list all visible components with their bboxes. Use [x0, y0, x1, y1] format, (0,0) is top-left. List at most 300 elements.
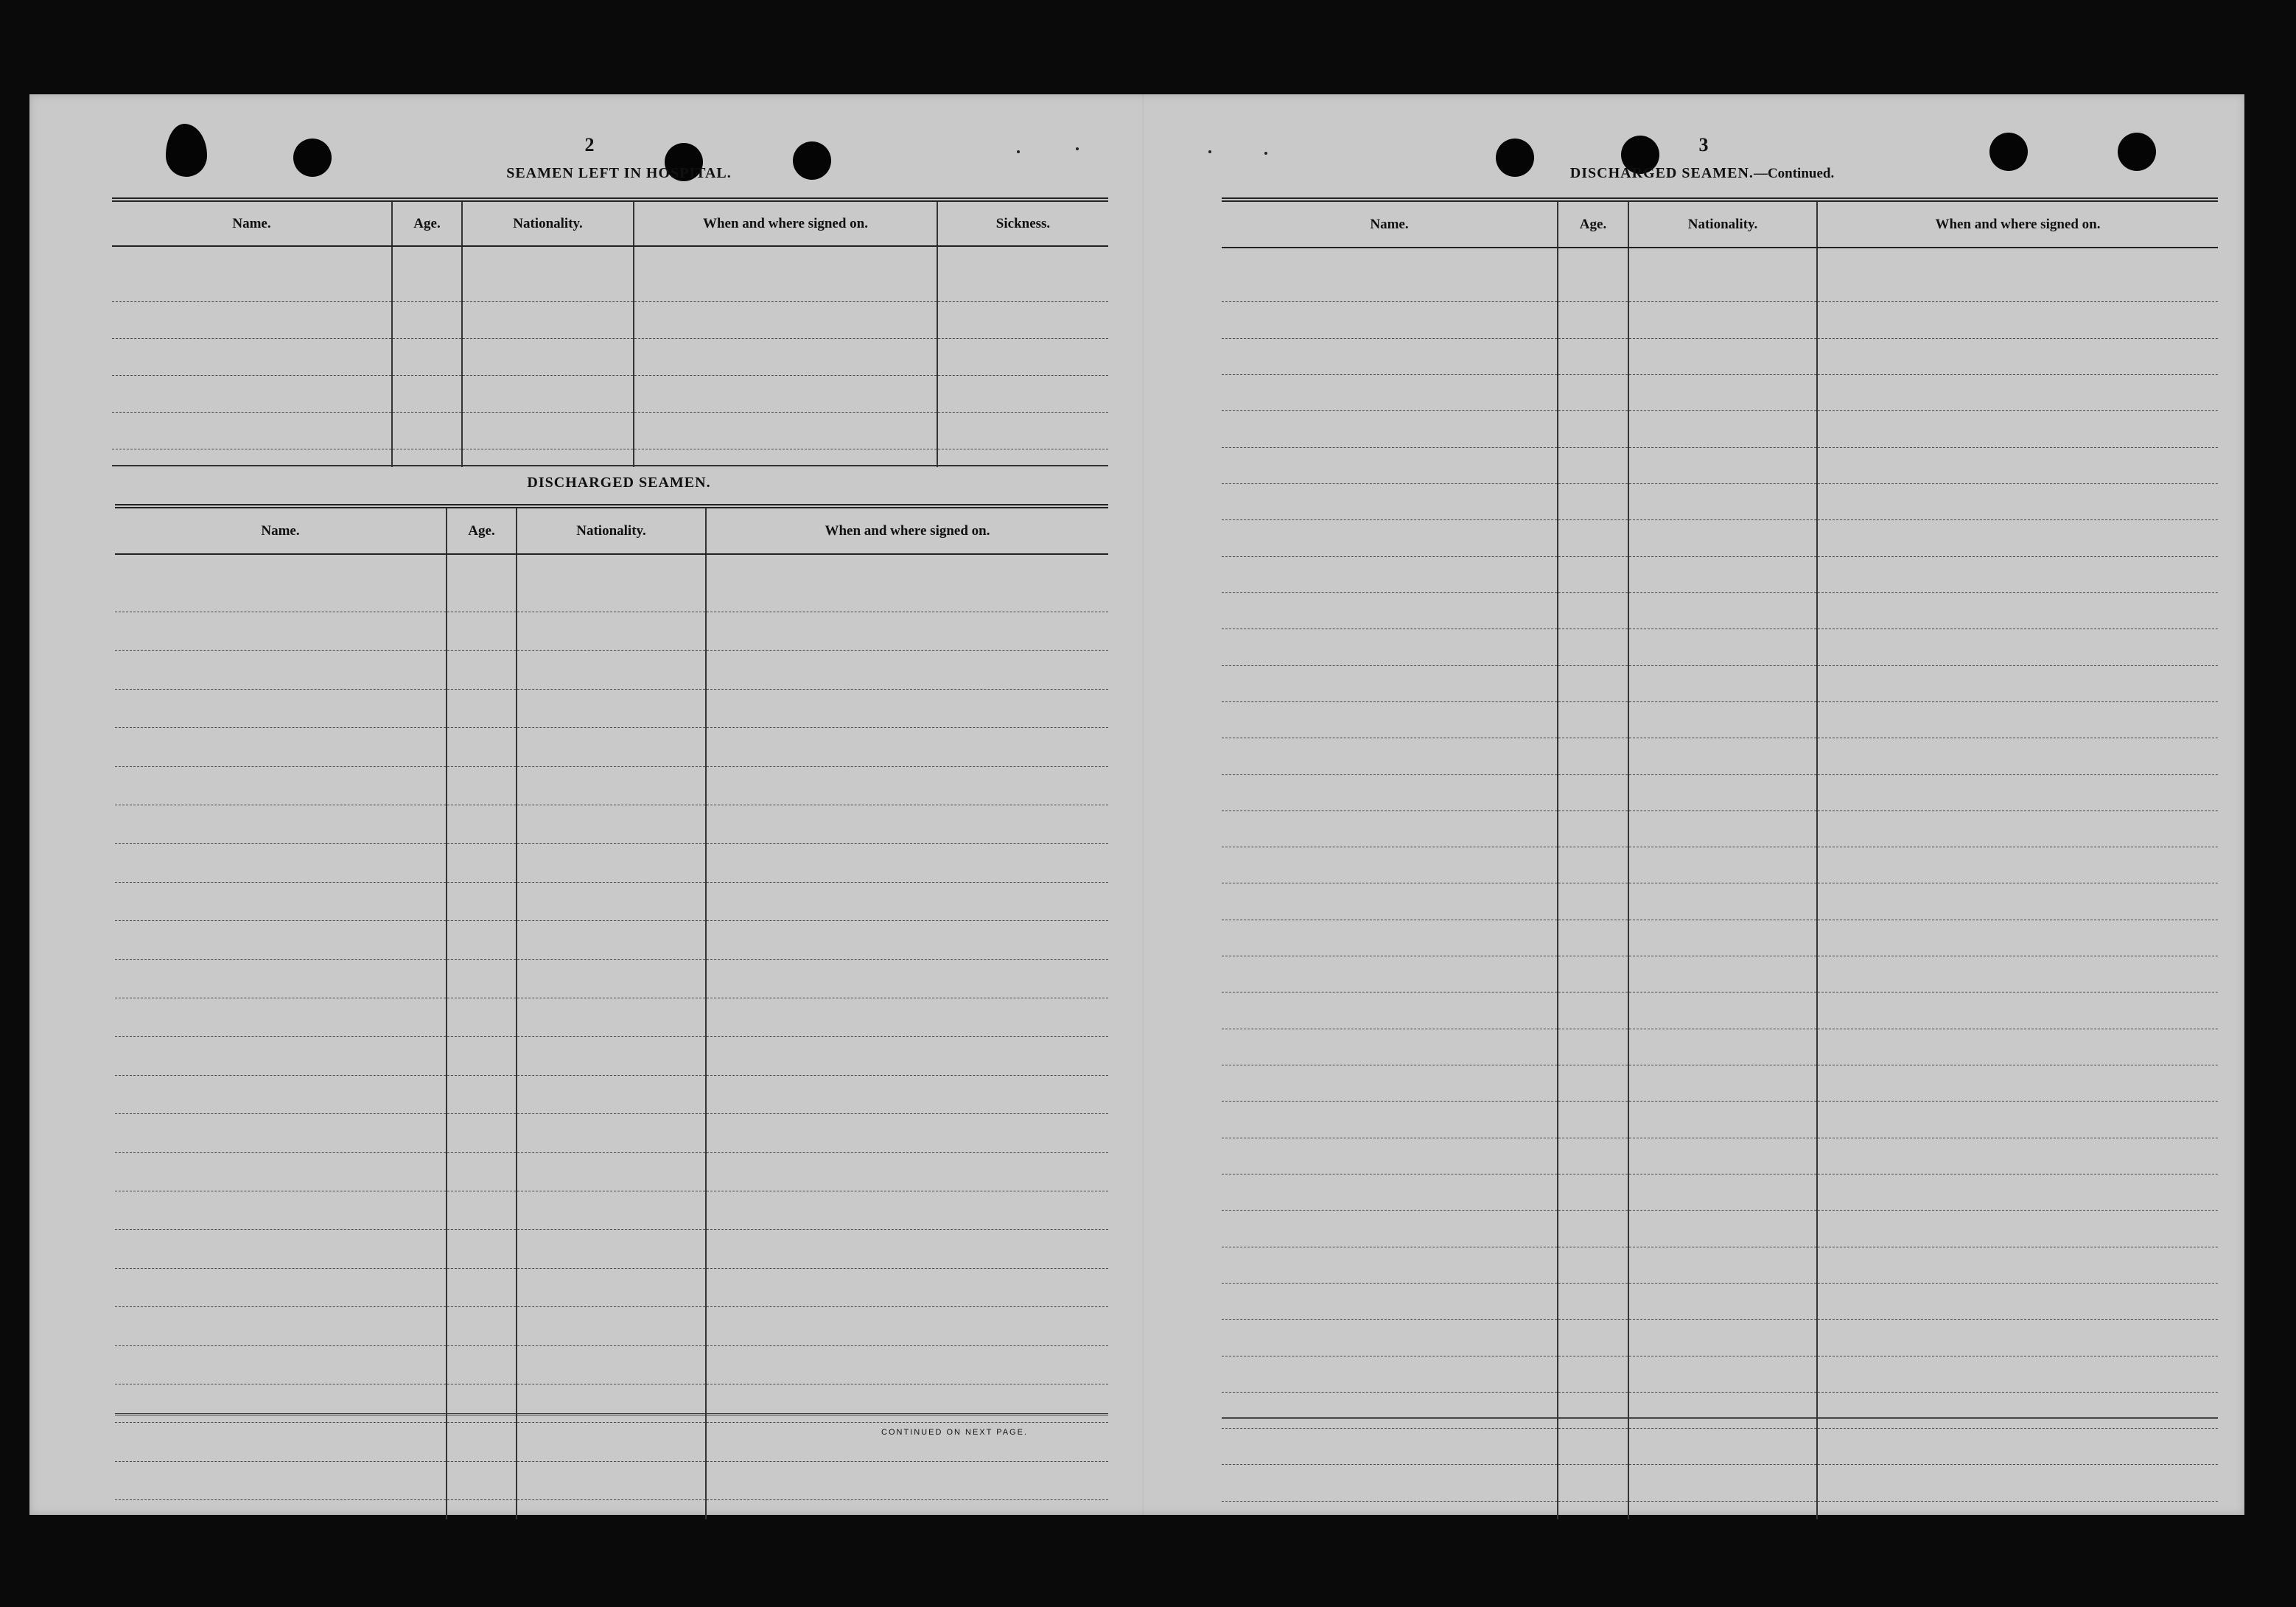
- blank-cell: [1222, 484, 1558, 520]
- blank-cell: [706, 1230, 1108, 1268]
- blank-cell: [1628, 556, 1817, 592]
- blank-cell: [517, 1075, 706, 1113]
- blank-cell: [1817, 1320, 2218, 1356]
- blank-cell: [112, 338, 392, 375]
- blank-cell: [115, 1114, 447, 1152]
- blank-cell: [1222, 1283, 1558, 1319]
- blank-cell: [706, 612, 1108, 651]
- blank-cell: [1628, 248, 1817, 302]
- table-row: [112, 412, 1108, 449]
- blank-cell: [1222, 1247, 1558, 1283]
- blank-cell: [1817, 302, 2218, 338]
- blank-cell: [1222, 1501, 1558, 1519]
- table-row: [1222, 248, 2218, 302]
- table-row: [1222, 774, 2218, 810]
- blank-cell: [706, 998, 1108, 1037]
- blank-cell: [1222, 1392, 1558, 1428]
- blank-cell: [706, 1114, 1108, 1152]
- blank-cell: [1222, 992, 1558, 1029]
- blank-cell: [634, 338, 937, 375]
- blank-cell: [1222, 665, 1558, 701]
- blank-cell: [115, 612, 447, 651]
- hospital-table: [112, 197, 1108, 467]
- table-row: [1222, 629, 2218, 665]
- col-header-signed-on: When and where signed on.: [706, 508, 1108, 554]
- blank-cell: [517, 554, 706, 612]
- table-row: [1222, 847, 2218, 883]
- blank-cell: [1222, 248, 1558, 302]
- blank-cell: [706, 689, 1108, 727]
- blank-cell: [1558, 1356, 1628, 1392]
- blank-cell: [517, 1423, 706, 1461]
- blank-cell: [115, 805, 447, 844]
- table-row: [1222, 956, 2218, 992]
- blank-cell: [1558, 1029, 1628, 1065]
- blank-cell: [634, 412, 937, 449]
- blank-cell: [1558, 1138, 1628, 1174]
- blank-cell: [1558, 1065, 1628, 1102]
- blank-cell: [1817, 1138, 2218, 1174]
- blank-cell: [447, 1230, 517, 1268]
- blank-cell: [1628, 1392, 1817, 1428]
- table-row: [1222, 484, 2218, 520]
- blank-cell: [1222, 1356, 1558, 1392]
- table-row: [1222, 810, 2218, 847]
- blank-cell: [447, 1500, 517, 1519]
- blank-cell: [447, 1384, 517, 1422]
- blank-cell: [706, 882, 1108, 920]
- table-row: [1222, 1065, 2218, 1102]
- blank-cell: [447, 766, 517, 805]
- blank-cell: [462, 338, 634, 375]
- blank-cell: [706, 921, 1108, 959]
- blank-cell: [1817, 592, 2218, 629]
- table-row: [115, 651, 1108, 689]
- col-header-age: Age.: [447, 508, 517, 554]
- blank-cell: [1817, 992, 2218, 1029]
- blank-cell: [1817, 1465, 2218, 1501]
- blank-cell: [115, 1500, 447, 1519]
- blank-cell: [115, 728, 447, 766]
- blank-cell: [517, 728, 706, 766]
- blank-cell: [706, 1307, 1108, 1345]
- blank-cell: [1628, 592, 1817, 629]
- blank-cell: [706, 1037, 1108, 1075]
- discharged-table-bottom-rule: [115, 1413, 1108, 1415]
- blank-cell: [462, 246, 634, 301]
- blank-cell: [1628, 411, 1817, 447]
- table-row: [115, 612, 1108, 651]
- blank-cell: [706, 1345, 1108, 1384]
- blank-cell: [1222, 447, 1558, 483]
- blank-cell: [1817, 1283, 2218, 1319]
- blank-cell: [1222, 338, 1558, 374]
- table-row: [115, 1461, 1108, 1499]
- blank-cell: [115, 882, 447, 920]
- blank-cell: [1817, 1356, 2218, 1392]
- blank-cell: [937, 301, 1108, 338]
- col-header-nationality: Nationality.: [462, 202, 634, 246]
- punch-hole: [793, 141, 831, 180]
- blank-cell: [462, 412, 634, 449]
- blank-cell: [115, 1230, 447, 1268]
- blank-cell: [447, 1307, 517, 1345]
- blank-cell: [1558, 920, 1628, 956]
- blank-cell: [1628, 738, 1817, 774]
- blank-cell: [517, 1230, 706, 1268]
- blank-cell: [115, 959, 447, 998]
- blank-cell: [1628, 1429, 1817, 1465]
- col-header-signed-on: When and where signed on.: [1817, 202, 2218, 248]
- blank-cell: [1222, 1138, 1558, 1174]
- blank-cell: [1222, 920, 1558, 956]
- blank-cell: [1222, 411, 1558, 447]
- blank-cell: [1628, 665, 1817, 701]
- table-row: [1222, 592, 2218, 629]
- page-fold: [1142, 94, 1144, 1515]
- col-header-name: Name.: [115, 508, 447, 554]
- blank-cell: [517, 612, 706, 651]
- table-row: [112, 375, 1108, 412]
- blank-cell: [517, 998, 706, 1037]
- blank-cell: [517, 1191, 706, 1229]
- blank-cell: [1628, 302, 1817, 338]
- discharged-section-title: DISCHARGED SEAMEN.: [527, 475, 711, 491]
- col-header-age: Age.: [1558, 202, 1628, 248]
- table-row: [1222, 338, 2218, 374]
- blank-cell: [634, 301, 937, 338]
- blank-cell: [1558, 738, 1628, 774]
- blank-cell: [115, 844, 447, 882]
- blank-cell: [1628, 774, 1817, 810]
- blank-cell: [706, 1384, 1108, 1422]
- blank-cell: [447, 882, 517, 920]
- speck: [1208, 150, 1211, 153]
- blank-cell: [1558, 302, 1628, 338]
- blank-cell: [447, 844, 517, 882]
- table-row: [115, 689, 1108, 727]
- blank-cell: [517, 882, 706, 920]
- hospital-section-title: SEAMEN LEFT IN HOSPITAL.: [506, 165, 732, 181]
- blank-cell: [1558, 447, 1628, 483]
- blank-cell: [1628, 1247, 1817, 1283]
- blank-cell: [1558, 592, 1628, 629]
- blank-cell: [1628, 1356, 1817, 1392]
- col-header-signed-on: When and where signed on.: [634, 202, 937, 246]
- table-row: [1222, 1138, 2218, 1174]
- continued-note: CONTINUED ON NEXT PAGE.: [881, 1428, 1029, 1437]
- blank-cell: [1222, 1429, 1558, 1465]
- blank-cell: [1222, 302, 1558, 338]
- blank-cell: [115, 921, 447, 959]
- blank-cell: [447, 1075, 517, 1113]
- blank-cell: [392, 246, 462, 301]
- blank-cell: [1817, 338, 2218, 374]
- blank-cell: [447, 554, 517, 612]
- blank-cell: [1558, 992, 1628, 1029]
- blank-cell: [112, 375, 392, 412]
- blank-cell: [1817, 1247, 2218, 1283]
- blank-cell: [517, 1345, 706, 1384]
- table-row: [115, 1345, 1108, 1384]
- table-row: [115, 1152, 1108, 1191]
- blank-cell: [1558, 847, 1628, 883]
- blank-cell: [392, 301, 462, 338]
- blank-cell: [1222, 556, 1558, 592]
- blank-cell: [1558, 1283, 1628, 1319]
- blank-cell: [1628, 810, 1817, 847]
- blank-cell: [1628, 629, 1817, 665]
- blank-cell: [1628, 1138, 1817, 1174]
- blank-cell: [1817, 248, 2218, 302]
- blank-cell: [1558, 375, 1628, 411]
- blank-cell: [1558, 1247, 1628, 1283]
- blank-cell: [1222, 1211, 1558, 1247]
- blank-cell: [115, 554, 447, 612]
- blank-cell: [1817, 629, 2218, 665]
- blank-cell: [115, 651, 447, 689]
- table-row: [1222, 1247, 2218, 1283]
- blank-cell: [1222, 1174, 1558, 1210]
- blank-cell: [706, 1461, 1108, 1499]
- blank-cell: [462, 375, 634, 412]
- blank-cell: [1222, 520, 1558, 556]
- blank-cell: [1558, 701, 1628, 738]
- blank-cell: [447, 1152, 517, 1191]
- blank-cell: [1222, 847, 1558, 883]
- blank-cell: [1558, 1392, 1628, 1428]
- blank-cell: [1628, 484, 1817, 520]
- table-row: [112, 246, 1108, 301]
- page-number-right: 3: [1698, 134, 1709, 155]
- blank-cell: [1558, 248, 1628, 302]
- blank-cell: [1817, 920, 2218, 956]
- table-row: [115, 921, 1108, 959]
- blank-cell: [706, 1268, 1108, 1306]
- discharged-table-body: [115, 554, 1108, 1519]
- table-row: [115, 766, 1108, 805]
- blank-cell: [1628, 701, 1817, 738]
- blank-cell: [1558, 520, 1628, 556]
- table-row: [1222, 1356, 2218, 1392]
- blank-cell: [1558, 1320, 1628, 1356]
- blank-cell: [1628, 1102, 1817, 1138]
- right-title-suffix: —Continued.: [1753, 166, 1835, 181]
- blank-cell: [112, 301, 392, 338]
- blank-cell: [447, 651, 517, 689]
- blank-cell: [937, 338, 1108, 375]
- blank-cell: [1222, 701, 1558, 738]
- blank-cell: [517, 805, 706, 844]
- blank-cell: [706, 1191, 1108, 1229]
- blank-cell: [447, 1114, 517, 1152]
- blank-cell: [1628, 375, 1817, 411]
- table-row: [1222, 556, 2218, 592]
- blank-cell: [634, 246, 937, 301]
- blank-cell: [1817, 1029, 2218, 1065]
- blank-cell: [634, 375, 937, 412]
- blank-cell: [1628, 920, 1817, 956]
- blank-cell: [1558, 1174, 1628, 1210]
- table-row: [1222, 1429, 2218, 1465]
- col-header-name: Name.: [112, 202, 392, 246]
- blank-cell: [1628, 1174, 1817, 1210]
- blank-cell: [1222, 883, 1558, 920]
- blank-cell: [937, 375, 1108, 412]
- table-row: [115, 728, 1108, 766]
- blank-cell: [1222, 738, 1558, 774]
- blank-cell: [1558, 484, 1628, 520]
- blank-cell: [1628, 1283, 1817, 1319]
- blank-cell: [1558, 411, 1628, 447]
- punch-hole: [166, 124, 207, 177]
- blank-cell: [517, 921, 706, 959]
- blank-cell: [1628, 1320, 1817, 1356]
- table-row: [115, 1230, 1108, 1268]
- blank-cell: [1628, 956, 1817, 992]
- blank-cell: [447, 1423, 517, 1461]
- table-row: [1222, 992, 2218, 1029]
- right-title-text: DISCHARGED SEAMEN.: [1569, 165, 1754, 181]
- blank-cell: [115, 1268, 447, 1306]
- blank-cell: [1558, 1211, 1628, 1247]
- blank-cell: [706, 554, 1108, 612]
- table-row: [115, 1191, 1108, 1229]
- blank-cell: [447, 1345, 517, 1384]
- blank-cell: [1817, 883, 2218, 920]
- table-row: [1222, 1102, 2218, 1138]
- blank-cell: [447, 612, 517, 651]
- blank-cell: [1558, 338, 1628, 374]
- col-header-nationality: Nationality.: [1628, 202, 1817, 248]
- blank-cell: [115, 1037, 447, 1075]
- table-row: [1222, 1211, 2218, 1247]
- table-row: [115, 805, 1108, 844]
- blank-cell: [517, 651, 706, 689]
- blank-cell: [1222, 592, 1558, 629]
- blank-cell: [115, 766, 447, 805]
- blank-cell: [1628, 1029, 1817, 1065]
- blank-cell: [447, 998, 517, 1037]
- table-row: [1222, 520, 2218, 556]
- page-number-left: 2: [584, 134, 595, 155]
- speck: [1017, 150, 1020, 153]
- blank-cell: [1222, 810, 1558, 847]
- blank-cell: [115, 1307, 447, 1345]
- blank-cell: [517, 1384, 706, 1422]
- blank-cell: [517, 1037, 706, 1075]
- blank-cell: [1628, 520, 1817, 556]
- blank-cell: [1222, 1102, 1558, 1138]
- hospital-table-bottom-rule: [112, 465, 1108, 466]
- blank-cell: [706, 805, 1108, 844]
- blank-cell: [1558, 956, 1628, 992]
- blank-cell: [517, 1152, 706, 1191]
- punch-hole: [293, 139, 332, 177]
- blank-cell: [1558, 1429, 1628, 1465]
- blank-cell: [706, 1500, 1108, 1519]
- blank-cell: [392, 412, 462, 449]
- table-row: [1222, 738, 2218, 774]
- blank-cell: [112, 412, 392, 449]
- blank-cell: [1817, 411, 2218, 447]
- blank-cell: [447, 1461, 517, 1499]
- blank-cell: [447, 689, 517, 727]
- table-row: [115, 959, 1108, 998]
- table-row: [1222, 1174, 2218, 1210]
- blank-cell: [115, 1345, 447, 1384]
- blank-cell: [1222, 1320, 1558, 1356]
- table-row: [115, 1075, 1108, 1113]
- blank-cell: [447, 805, 517, 844]
- col-header-age: Age.: [392, 202, 462, 246]
- col-header-nationality: Nationality.: [517, 508, 706, 554]
- blank-cell: [517, 959, 706, 998]
- blank-cell: [1817, 1065, 2218, 1102]
- blank-cell: [1558, 665, 1628, 701]
- table-row: [1222, 447, 2218, 483]
- blank-cell: [1817, 956, 2218, 992]
- table-row: [115, 1500, 1108, 1519]
- blank-cell: [1222, 1465, 1558, 1501]
- blank-cell: [517, 766, 706, 805]
- blank-cell: [1558, 774, 1628, 810]
- table-row: [1222, 1392, 2218, 1428]
- blank-cell: [1817, 1174, 2218, 1210]
- blank-cell: [115, 998, 447, 1037]
- blank-cell: [447, 959, 517, 998]
- blank-cell: [1817, 375, 2218, 411]
- discharged-continued-body: [1222, 248, 2218, 1519]
- blank-cell: [1222, 1029, 1558, 1065]
- blank-cell: [1628, 992, 1817, 1029]
- blank-cell: [1558, 883, 1628, 920]
- table-row: [115, 1114, 1108, 1152]
- right-section-title: [1503, 165, 1901, 182]
- blank-cell: [1817, 1211, 2218, 1247]
- table-row: [1222, 1501, 2218, 1519]
- table-row: [1222, 920, 2218, 956]
- punch-hole: [2118, 133, 2156, 171]
- table-row: [1222, 1320, 2218, 1356]
- table-row: [115, 1384, 1108, 1422]
- table-row: [1222, 411, 2218, 447]
- right-table-bottom-rule: [1222, 1417, 2218, 1419]
- blank-cell: [706, 651, 1108, 689]
- blank-cell: [706, 959, 1108, 998]
- blank-cell: [1817, 1392, 2218, 1428]
- blank-cell: [1222, 375, 1558, 411]
- blank-cell: [1628, 1501, 1817, 1519]
- blank-cell: [1817, 447, 2218, 483]
- blank-cell: [115, 1075, 447, 1113]
- table-row: [115, 1268, 1108, 1306]
- blank-cell: [1817, 484, 2218, 520]
- blank-cell: [447, 1037, 517, 1075]
- blank-cell: [115, 1423, 447, 1461]
- table-row: [112, 301, 1108, 338]
- blank-cell: [1817, 810, 2218, 847]
- table-row: [1222, 375, 2218, 411]
- blank-cell: [447, 921, 517, 959]
- blank-cell: [706, 766, 1108, 805]
- blank-cell: [1628, 847, 1817, 883]
- blank-cell: [1558, 556, 1628, 592]
- blank-cell: [937, 246, 1108, 301]
- blank-cell: [706, 1075, 1108, 1113]
- discharged-table: [115, 504, 1108, 1519]
- blank-cell: [1817, 1501, 2218, 1519]
